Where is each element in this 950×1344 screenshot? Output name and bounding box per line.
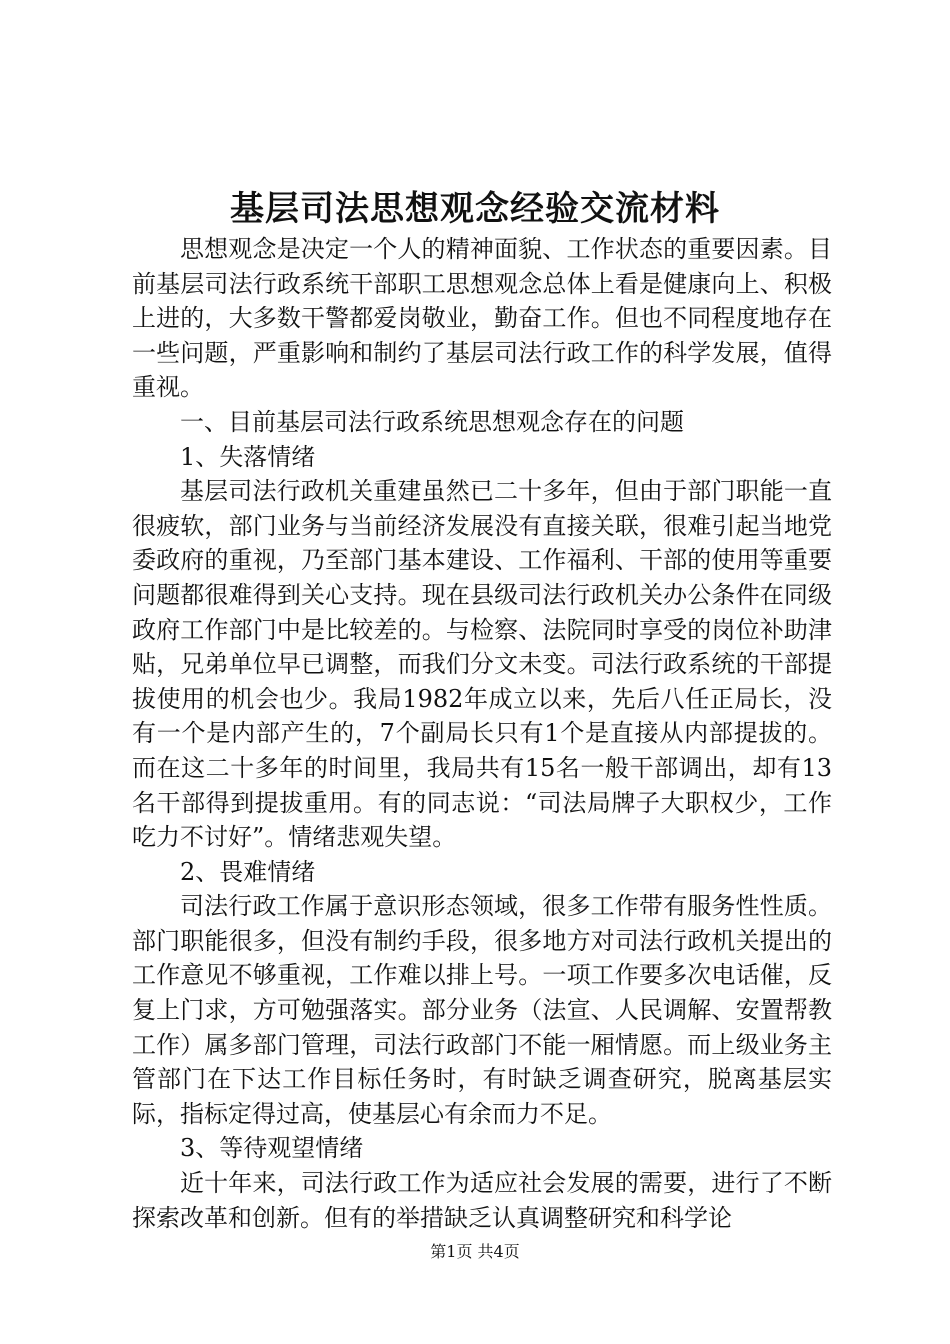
paragraph-3: 近十年来，司法行政工作为适应社会发展的需要，进行了不断探索改革和创新。但有的举措缺乏认真调整研究和科学论 (132, 1169, 832, 1232)
subheading-3: 3、等待观望情绪 (180, 1134, 364, 1163)
section-heading-1: 一、目前基层司法行政系统思想观念存在的问题 (180, 407, 684, 436)
subheading-2: 2、畏难情绪 (180, 857, 316, 886)
page-footer: 第1页 共4页 (430, 1242, 520, 1261)
paragraph-1: 基层司法行政机关重建虽然已二十多年，但由于部门职能一直很疲软，部门业务与当前经济发展没有直接关联，很难引起当地党委政府的重视，乃至部门基本建设、工作福利、干部的使用等重要问题都很难得到关心支持。现在县级司法行政机关办公条件在同级政府工作部门中是比较差的。与检察、法院同时享受的岗位补助津贴，兄弟单位早已调整，而我们分文未变。司法行政系统的干部提拔使用的机会也少。我局1982年成立以来，先后八任正局长，没有一个是内部产生的，7个副局长只有1个是直接从内部提拔的。而在这二十多年的时间里，我局共有15名一般干部调出，却有13名干部得到提拔重用。有的同志说：“司法局牌子大职权少，工作吃力不讨好”。情绪悲观失望。 (132, 477, 832, 852)
paragraph-intro: 思想观念是决定一个人的精神面貌、工作状态的重要因素。目前基层司法行政系统干部职工思想观念总体上看是健康向上、积极上进的，大多数干警都爱岗敬业，勤奋工作。但也不同程度地存在一些问题，严重影响和制约了基层司法行政工作的科学发展，值得重视。 (132, 235, 832, 402)
document-body (132, 232, 832, 1235)
paragraph-2: 司法行政工作属于意识形态领域，很多工作带有服务性性质。部门职能很多，但没有制约手段，很多地方对司法行政机关提出的工作意见不够重视，工作难以排上号。一项工作要多次电话催，反复上门求，方可勉强落实。部分业务（法宣、人民调解、安置帮教工作）属多部门管理，司法行政部门不能一厢情愿。而上级业务主管部门在下达工作目标任务时，有时缺乏调查研究，脱离基层实际，指标定得过高，使基层心有余而力不足。 (132, 892, 832, 1128)
subheading-1: 1、失落情绪 (180, 442, 316, 471)
document-title: 基层司法思想观念经验交流材料 (230, 189, 720, 229)
